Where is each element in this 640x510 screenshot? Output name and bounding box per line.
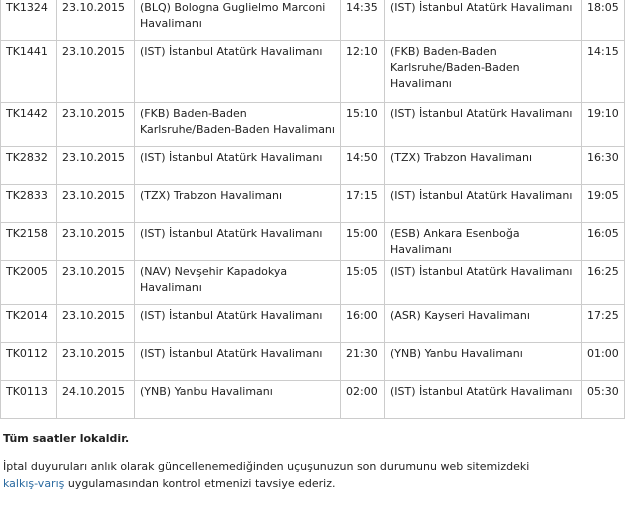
departure-time-cell: 14:35: [341, 0, 385, 41]
arrival-airport-cell: (IST) İstanbul Atatürk Havalimanı: [385, 0, 582, 41]
flight-number-cell: TK0112: [1, 343, 57, 381]
departure-time-cell: 02:00: [341, 381, 385, 419]
flight-number-cell: TK0113: [1, 381, 57, 419]
departure-time-cell: 17:15: [341, 185, 385, 223]
table-row: [1, 41, 625, 103]
info-text-after: uygulamasından kontrol etmenizi tavsiye ederiz.: [64, 477, 336, 490]
flight-number-cell: TK2833: [1, 185, 57, 223]
departure-airport-cell: (IST) İstanbul Atatürk Havalimanı: [135, 41, 341, 103]
arrival-airport-cell: (ESB) Ankara Esenboğa Havalimanı: [385, 223, 582, 261]
flight-number-cell: TK2014: [1, 305, 57, 343]
arrival-time-cell: 19:10: [582, 103, 625, 147]
table-row: [1, 261, 625, 305]
flight-number-cell: TK2158: [1, 223, 57, 261]
arrival-time-cell: 01:00: [582, 343, 625, 381]
departure-airport-cell: (IST) İstanbul Atatürk Havalimanı: [135, 223, 341, 261]
flight-number-cell: TK1324: [1, 0, 57, 41]
table-row: [1, 381, 625, 419]
departure-airport-cell: (IST) İstanbul Atatürk Havalimanı: [135, 343, 341, 381]
departure-airport-cell: (BLQ) Bologna Guglielmo Marconi Havalimanı: [135, 0, 341, 41]
arrival-time-cell: 16:25: [582, 261, 625, 305]
flight-number-cell: TK1442: [1, 103, 57, 147]
arrival-airport-cell: (IST) İstanbul Atatürk Havalimanı: [385, 185, 582, 223]
table-row: [1, 223, 625, 261]
flight-date-cell: 23.10.2015: [57, 103, 135, 147]
flight-date-cell: 23.10.2015: [57, 261, 135, 305]
arrival-airport-cell: (IST) İstanbul Atatürk Havalimanı: [385, 103, 582, 147]
arrival-airport-cell: (IST) İstanbul Atatürk Havalimanı: [385, 381, 582, 419]
departure-time-cell: 16:00: [341, 305, 385, 343]
table-row: [1, 343, 625, 381]
departure-time-cell: 15:00: [341, 223, 385, 261]
departure-time-cell: 12:10: [341, 41, 385, 103]
flight-date-cell: 23.10.2015: [57, 305, 135, 343]
flight-date-cell: 23.10.2015: [57, 147, 135, 185]
departure-airport-cell: (TZX) Trabzon Havalimanı: [135, 185, 341, 223]
table-row: [1, 185, 625, 223]
table-row: [1, 147, 625, 185]
arrival-time-cell: 16:05: [582, 223, 625, 261]
departure-airport-cell: (YNB) Yanbu Havalimanı: [135, 381, 341, 419]
flight-number-cell: TK2005: [1, 261, 57, 305]
departure-time-cell: 15:10: [341, 103, 385, 147]
table-row: [1, 305, 625, 343]
flight-date-cell: 23.10.2015: [57, 41, 135, 103]
departure-airport-cell: (IST) İstanbul Atatürk Havalimanı: [135, 305, 341, 343]
arrival-time-cell: 16:30: [582, 147, 625, 185]
table-row: [1, 0, 625, 41]
kalkis-varis-link[interactable]: kalkış-varış: [3, 477, 65, 490]
local-times-note: Tüm saatler lokaldir.: [3, 432, 130, 445]
arrival-time-cell: 14:15: [582, 41, 625, 103]
flight-date-cell: 23.10.2015: [57, 223, 135, 261]
arrival-airport-cell: (TZX) Trabzon Havalimanı: [385, 147, 582, 185]
info-text-before: İptal duyuruları anlık olarak güncellenemediğinden uçuşunuzun son durumunu web sitemizdeki: [3, 460, 530, 473]
departure-airport-cell: (NAV) Nevşehir Kapadokya Havalimanı: [135, 261, 341, 305]
departure-airport-cell: (IST) İstanbul Atatürk Havalimanı: [135, 147, 341, 185]
departure-time-cell: 14:50: [341, 147, 385, 185]
table-row: [1, 103, 625, 147]
arrival-time-cell: 19:05: [582, 185, 625, 223]
departure-time-cell: 21:30: [341, 343, 385, 381]
flight-number-cell: TK2832: [1, 147, 57, 185]
flight-date-cell: 24.10.2015: [57, 381, 135, 419]
flight-date-cell: 23.10.2015: [57, 0, 135, 41]
arrival-airport-cell: (YNB) Yanbu Havalimanı: [385, 343, 582, 381]
arrival-airport-cell: (ASR) Kayseri Havalimanı: [385, 305, 582, 343]
flight-date-cell: 23.10.2015: [57, 343, 135, 381]
flights-table-body: [1, 0, 625, 419]
departure-time-cell: 15:05: [341, 261, 385, 305]
cancellation-info-note: [3, 458, 563, 492]
flight-number-cell: TK1441: [1, 41, 57, 103]
flight-date-cell: 23.10.2015: [57, 185, 135, 223]
arrival-airport-cell: (FKB) Baden-Baden Karlsruhe/Baden-Baden Havalimanı: [385, 41, 582, 103]
departure-airport-cell: (FKB) Baden-Baden Karlsruhe/Baden-Baden Havalimanı: [135, 103, 341, 147]
arrival-time-cell: 17:25: [582, 305, 625, 343]
arrival-time-cell: 18:05: [582, 0, 625, 41]
arrival-airport-cell: (IST) İstanbul Atatürk Havalimanı: [385, 261, 582, 305]
arrival-time-cell: 05:30: [582, 381, 625, 419]
